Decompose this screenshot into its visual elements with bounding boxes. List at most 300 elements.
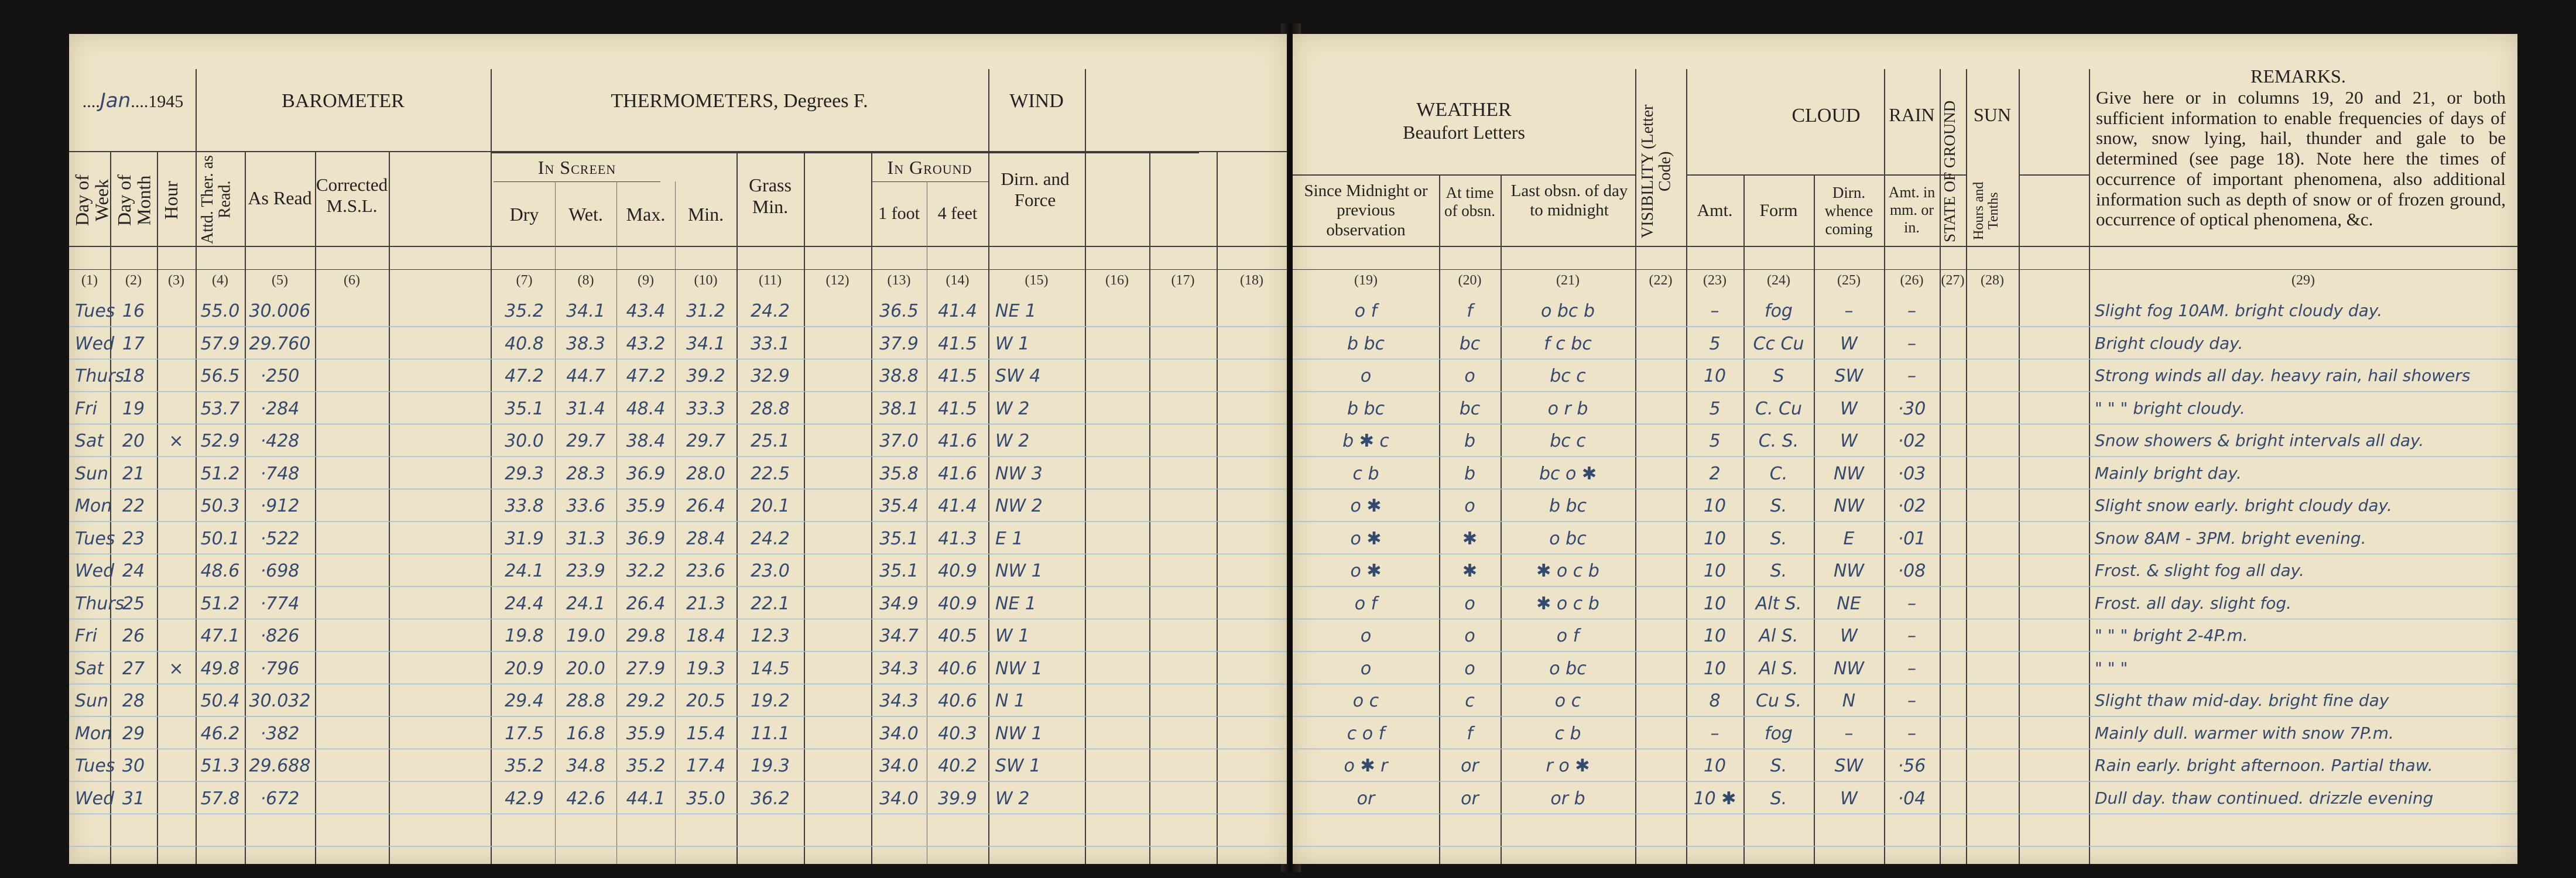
day-of-week: Wed [75, 788, 115, 809]
day-of-month: 21 [122, 463, 145, 484]
day-of-week: Fri [75, 626, 97, 646]
weather-since-midnight: o ✱ [1350, 561, 1382, 581]
cloud-direction: W [1840, 431, 1858, 451]
as-read-heading: As Read [248, 187, 312, 208]
day-of-month-heading: Day of Month [114, 174, 155, 226]
wet-bulb: 44.7 [566, 366, 605, 386]
ground-1ft: 34.3 [879, 691, 919, 711]
cloud-direction-heading: Dirn. whence coming [1824, 184, 1873, 238]
weather-since-midnight: o c [1352, 691, 1379, 711]
ground-4ft: 41.3 [938, 528, 977, 549]
grass-min: 22.1 [751, 593, 790, 614]
max-temp: 35.2 [626, 756, 666, 776]
remarks-heading: REMARKS. [2250, 66, 2346, 87]
ground-1ft: 37.9 [879, 333, 919, 354]
weather-at-obsn: bc [1459, 333, 1481, 354]
column-number: (5) [272, 273, 288, 288]
cloud-amount: – [1710, 301, 1719, 321]
rain-amount: ·56 [1897, 756, 1926, 776]
wind-dirn-force: E 1 [995, 528, 1023, 549]
ground-4ft: 40.6 [938, 691, 977, 711]
attached-thermometer: 52.9 [200, 431, 240, 451]
max-temp: 43.2 [626, 333, 666, 354]
ground-1ft: 37.0 [879, 431, 919, 451]
in-screen-heading: In Screen [537, 157, 616, 178]
ground-4ft: 41.6 [938, 463, 977, 484]
wet-bulb: 34.8 [566, 756, 605, 776]
weather-since-midnight: b bc [1347, 398, 1385, 419]
cloud-amount: 10 [1703, 561, 1727, 581]
dry-bulb: 40.8 [505, 333, 544, 354]
ground-4ft: 39.9 [938, 788, 977, 809]
cloud-direction: W [1840, 398, 1858, 419]
cloud-heading: CLOUD [1791, 105, 1861, 126]
weather-since-midnight: o ✱ [1350, 496, 1382, 516]
weather-last-obsn: o f [1556, 626, 1580, 646]
last-obsn-heading: Last obsn. of day to midnight [1510, 181, 1628, 220]
cloud-amount: 5 [1709, 333, 1721, 354]
cloud-amount: 10 [1703, 626, 1727, 646]
attached-thermometer: 57.9 [200, 333, 240, 354]
wet-bulb: 33.6 [566, 496, 605, 516]
weather-since-midnight: o [1360, 366, 1372, 386]
max-temp: 27.9 [626, 658, 666, 679]
barometer-reading: ·250 [260, 366, 300, 386]
four-feet-heading: 4 feet [937, 204, 978, 223]
hour-heading: Hour [160, 181, 181, 220]
min-temp: 20.5 [686, 691, 725, 711]
sun-hours-heading: Hours and Tenths [1971, 181, 2002, 240]
dry-bulb: 35.2 [505, 301, 544, 321]
weather-at-obsn: o [1464, 366, 1475, 386]
barometer-reading: ·428 [260, 431, 300, 451]
dry-bulb: 29.4 [505, 691, 544, 711]
beaufort-heading: Beaufort Letters [1403, 122, 1525, 143]
dry-bulb: 20.9 [505, 658, 544, 679]
column-number: (27) [1941, 273, 1965, 288]
day-of-week: Mon [75, 723, 112, 744]
grass-min-heading: Grass Min. [749, 174, 792, 217]
max-temp: 26.4 [626, 593, 666, 614]
day-of-week: Tues [75, 528, 115, 549]
cloud-amount: 10 [1703, 496, 1727, 516]
attached-thermometer: 50.1 [200, 528, 240, 549]
wind-dirn-force: NE 1 [995, 593, 1037, 614]
column-number: (8) [577, 273, 594, 288]
grass-min: 12.3 [751, 626, 790, 646]
wind-dirn-force: NW 3 [995, 463, 1043, 484]
column-number: (4) [212, 273, 228, 288]
wet-bulb: 16.8 [566, 723, 605, 744]
rain-amount: – [1907, 723, 1916, 744]
attached-thermometer: 57.8 [200, 788, 240, 809]
rain-amount: ·02 [1897, 431, 1926, 451]
wet-bulb: 20.0 [566, 658, 605, 679]
barometer-reading: ·826 [260, 626, 300, 646]
cloud-direction: NW [1833, 463, 1865, 484]
grass-min: 32.9 [751, 366, 790, 386]
grass-min: 24.2 [751, 528, 790, 549]
dry-bulb: 29.3 [505, 463, 544, 484]
min-temp: 35.0 [686, 788, 725, 809]
cloud-form: Al S. [1759, 626, 1799, 646]
ground-4ft: 40.9 [938, 561, 977, 581]
wet-bulb: 42.6 [566, 788, 605, 809]
weather-last-obsn: o bc [1549, 658, 1587, 679]
weather-at-obsn: o [1464, 658, 1475, 679]
cloud-form-heading: Form [1759, 201, 1798, 220]
wind-dirn-force: W 1 [995, 333, 1030, 354]
rain-amount: ·01 [1897, 528, 1926, 549]
day-of-month: 24 [122, 561, 145, 581]
cloud-form: Alt S. [1755, 593, 1802, 614]
attached-thermometer: 53.7 [200, 398, 240, 419]
barometer-reading: ·284 [260, 398, 300, 419]
weather-last-obsn: o c [1554, 691, 1581, 711]
min-temp: 19.3 [686, 658, 725, 679]
cloud-amount: 10 [1703, 756, 1727, 776]
day-of-week: Sun [75, 691, 109, 711]
min-temp: 34.1 [686, 333, 725, 354]
min-temp: 15.4 [686, 723, 725, 744]
weather-at-obsn: bc [1459, 398, 1481, 419]
day-of-month: 31 [122, 788, 145, 809]
day-of-week: Sat [75, 658, 104, 679]
cloud-amount-heading: Amt. [1697, 201, 1733, 220]
day-of-month: 20 [122, 431, 145, 451]
cloud-direction: NW [1833, 658, 1865, 679]
max-temp: 35.9 [626, 496, 666, 516]
dry-bulb: 17.5 [505, 723, 544, 744]
thermometers-heading: THERMOMETERS, Degrees F. [611, 90, 868, 112]
weather-last-obsn: o bc b [1540, 301, 1595, 321]
weather-since-midnight: o ✱ [1350, 528, 1382, 549]
barometer-reading: ·522 [260, 528, 300, 549]
cloud-direction: SW [1834, 756, 1864, 776]
remark: Frost. all day. slight fog. [2095, 593, 2292, 613]
column-number: (18) [1240, 273, 1263, 288]
rain-amount-heading: Amt. in mm. or in. [1888, 184, 1936, 236]
min-temp: 17.4 [686, 756, 725, 776]
column-number: (16) [1105, 273, 1129, 288]
day-of-month: 16 [122, 301, 145, 321]
day-of-month: 22 [122, 496, 145, 516]
cloud-amount: 10 [1703, 528, 1727, 549]
remark: " " " bright cloudy. [2095, 398, 2245, 418]
cloud-direction: W [1840, 333, 1858, 354]
remark: " " " [2095, 658, 2128, 678]
remarks-instructions: Give here or in columns 19, 20 and 21, or both sufficient information to enable frequencies of days of snow, snow lying, hail, thunder and gale to be determined (see page 18). Note here the times of occurrence of important phenomena, also additional information such as depth of snow or of frozen ground, occurrence of optical phenomena, &c. [2096, 87, 2506, 230]
column-number: (6) [344, 273, 360, 288]
column-number: (21) [1556, 273, 1580, 288]
ground-1ft: 35.4 [879, 496, 919, 516]
ground-1ft: 38.8 [879, 366, 919, 386]
column-number: (10) [694, 273, 718, 288]
weather-at-obsn: o [1464, 593, 1475, 614]
wind-dirn-force: W 2 [995, 431, 1030, 451]
column-number: (22) [1649, 273, 1673, 288]
cloud-direction: E [1843, 528, 1855, 549]
weather-last-obsn: o bc [1549, 528, 1587, 549]
max-temp: 29.8 [626, 626, 666, 646]
cloud-direction: W [1840, 626, 1858, 646]
wind-dirn-force: SW 1 [995, 756, 1041, 776]
rain-amount: – [1907, 691, 1916, 711]
attached-thermometer: 47.1 [200, 626, 240, 646]
rain-amount: – [1907, 626, 1916, 646]
attached-thermometer: 55.0 [200, 301, 240, 321]
dry-bulb: 42.9 [505, 788, 544, 809]
grass-min: 28.8 [751, 398, 790, 419]
ground-1ft: 36.5 [879, 301, 919, 321]
rain-amount: – [1907, 333, 1916, 354]
attached-thermometer: 50.3 [200, 496, 240, 516]
dry-bulb: 35.2 [505, 756, 544, 776]
ground-4ft: 41.4 [938, 301, 977, 321]
attached-thermometer: 50.4 [200, 691, 240, 711]
weather-since-midnight: o f [1354, 593, 1378, 614]
wind-dirn-force: N 1 [995, 691, 1026, 711]
min-temp: 28.0 [686, 463, 725, 484]
cloud-direction: N [1842, 691, 1856, 711]
cloud-form: S. [1770, 756, 1787, 776]
ground-1ft: 34.0 [879, 723, 919, 744]
ground-1ft: 34.7 [879, 626, 919, 646]
remark: " " " bright 2-4P.m. [2095, 626, 2248, 645]
dry-bulb: 35.1 [505, 398, 544, 419]
grass-min: 19.2 [751, 691, 790, 711]
grass-min: 22.5 [751, 463, 790, 484]
remark: Mainly dull. warmer with snow 7P.m. [2095, 723, 2394, 743]
attached-thermometer: 48.6 [200, 561, 240, 581]
cloud-form: C. Cu [1755, 398, 1802, 419]
cloud-form: S. [1770, 561, 1787, 581]
grass-min: 36.2 [751, 788, 790, 809]
cloud-amount: 2 [1709, 463, 1721, 484]
hour-mark: × [169, 431, 184, 451]
wet-bulb: 19.0 [566, 626, 605, 646]
day-of-week: Wed [75, 333, 115, 354]
remark: Strong winds all day. heavy rain, hail showers [2095, 366, 2471, 385]
day-of-week-heading: Day of Week [71, 174, 112, 226]
rain-amount: ·02 [1897, 496, 1926, 516]
weather-since-midnight: o f [1354, 301, 1378, 321]
column-number: (12) [825, 273, 849, 288]
column-number: (7) [516, 273, 533, 288]
column-number: (1) [81, 273, 98, 288]
attached-thermometer: 49.8 [200, 658, 240, 679]
column-number: (14) [946, 273, 970, 288]
max-temp: 36.9 [626, 463, 666, 484]
max-temp: 32.2 [626, 561, 666, 581]
ground-4ft: 41.5 [938, 366, 977, 386]
weather-last-obsn: bc o ✱ [1539, 463, 1597, 484]
column-number: (28) [1981, 273, 2004, 288]
weather-last-obsn: f c bc [1544, 333, 1592, 354]
cloud-direction: SW [1834, 366, 1864, 386]
wet-bulb: 23.9 [566, 561, 605, 581]
day-of-week: Tues [75, 756, 115, 776]
wet-bulb: 24.1 [566, 593, 605, 614]
cloud-amount: – [1710, 723, 1719, 744]
dry-bulb: 24.4 [505, 593, 544, 614]
wet-bulb: 31.4 [566, 398, 605, 419]
ground-4ft: 40.3 [938, 723, 977, 744]
cloud-amount: 10 ✱ [1693, 788, 1736, 809]
cloud-form: fog [1765, 723, 1793, 744]
grass-min: 20.1 [751, 496, 790, 516]
dry-bulb: 19.8 [505, 626, 544, 646]
one-foot-heading: 1 foot [878, 204, 920, 223]
grass-min: 23.0 [751, 561, 790, 581]
wind-dirn-force: NW 1 [995, 561, 1043, 581]
column-number: (11) [758, 273, 782, 288]
barometer-reading: 30.032 [249, 691, 311, 711]
ground-1ft: 34.0 [879, 756, 919, 776]
dry-bulb: 47.2 [505, 366, 544, 386]
weather-since-midnight: b bc [1347, 333, 1385, 354]
barometer-reading: ·748 [260, 463, 300, 484]
day-of-month: 30 [122, 756, 145, 776]
min-temp: 28.4 [686, 528, 725, 549]
cloud-amount: 5 [1709, 398, 1721, 419]
cloud-form: fog [1765, 301, 1793, 321]
year-value: 1945 [148, 92, 184, 111]
weather-at-obsn: or [1461, 788, 1479, 809]
wet-bulb: 38.3 [566, 333, 605, 354]
wet-bulb: 28.8 [566, 691, 605, 711]
cloud-form: S. [1770, 788, 1787, 809]
remark: Dull day. thaw continued. drizzle evening [2095, 788, 2434, 808]
rain-amount: – [1907, 593, 1916, 614]
cloud-direction: NW [1833, 561, 1865, 581]
column-number: (9) [638, 273, 654, 288]
remark: Mainly bright day. [2095, 463, 2242, 483]
weather-last-obsn: bc c [1550, 431, 1586, 451]
max-temp: 43.4 [626, 301, 666, 321]
at-time-heading: At time of obsn. [1444, 184, 1495, 220]
remark: Slight snow early. bright cloudy day. [2095, 496, 2392, 515]
grass-min: 33.1 [751, 333, 790, 354]
weather-since-midnight: c b [1352, 463, 1379, 484]
cloud-form: Al S. [1759, 658, 1799, 679]
day-of-month: 17 [122, 333, 145, 354]
day-of-week: Sun [75, 463, 109, 484]
weather-last-obsn: c b [1554, 723, 1581, 744]
wind-dirn-force: NW 2 [995, 496, 1043, 516]
since-midnight-heading: Since Midnight or previous observation [1304, 181, 1428, 239]
rain-amount: – [1907, 366, 1916, 386]
in-ground-heading: In Ground [887, 157, 972, 178]
weather-since-midnight: o [1360, 626, 1372, 646]
weather-since-midnight: o [1360, 658, 1372, 679]
attached-thermometer: 51.3 [200, 756, 240, 776]
wind-dirn-force: NE 1 [995, 301, 1037, 321]
grass-min: 11.1 [751, 723, 790, 744]
column-number: (25) [1837, 273, 1861, 288]
column-number: (24) [1767, 273, 1790, 288]
day-of-month: 23 [122, 528, 145, 549]
cloud-direction: W [1840, 788, 1858, 809]
column-number: (23) [1703, 273, 1727, 288]
cloud-form: C. [1769, 463, 1788, 484]
rain-amount: ·08 [1897, 561, 1926, 581]
ground-1ft: 34.3 [879, 658, 919, 679]
weather-at-obsn: b [1464, 431, 1476, 451]
wind-dirn-force: W 2 [995, 788, 1030, 809]
wet-bulb: 34.1 [566, 301, 605, 321]
weather-at-obsn: or [1461, 756, 1479, 776]
month-value: Jan [100, 89, 131, 112]
day-of-week: Wed [75, 561, 115, 581]
day-of-month: 19 [122, 398, 145, 419]
dry-bulb: 30.0 [505, 431, 544, 451]
wind-dirn-force: W 2 [995, 398, 1030, 419]
grass-min: 24.2 [751, 301, 790, 321]
attached-thermometer: 51.2 [200, 463, 240, 484]
day-of-month: 28 [122, 691, 145, 711]
weather-at-obsn: c [1465, 691, 1475, 711]
cloud-form: Cu S. [1755, 691, 1802, 711]
ground-4ft: 41.5 [938, 333, 977, 354]
column-number: (3) [168, 273, 184, 288]
barometer-reading: 29.688 [249, 756, 311, 776]
attached-thermometer: 56.5 [200, 366, 240, 386]
cloud-direction: NE [1837, 593, 1861, 614]
weather-last-obsn: ✱ o c b [1536, 593, 1599, 614]
min-temp: 39.2 [686, 366, 725, 386]
ground-4ft: 40.9 [938, 593, 977, 614]
rain-amount: ·03 [1897, 463, 1926, 484]
dry-bulb: 24.1 [505, 561, 544, 581]
wet-bulb: 29.7 [566, 431, 605, 451]
day-of-month: 18 [122, 366, 145, 386]
grass-min: 19.3 [751, 756, 790, 776]
weather-last-obsn: bc c [1550, 366, 1586, 386]
weather-last-obsn: b bc [1549, 496, 1587, 516]
barometer-reading: 30.006 [249, 301, 311, 321]
attached-thermometer: 51.2 [200, 593, 240, 614]
dry-bulb: 31.9 [505, 528, 544, 549]
weather-since-midnight: or [1356, 788, 1375, 809]
cloud-direction: – [1844, 723, 1854, 744]
remark: Slight fog 10AM. bright cloudy day. [2095, 301, 2383, 320]
weather-heading: WEATHER [1416, 99, 1512, 121]
weather-at-obsn: b [1464, 463, 1476, 484]
max-temp: 44.1 [626, 788, 666, 809]
ground-4ft: 41.4 [938, 496, 977, 516]
ground-4ft: 40.6 [938, 658, 977, 679]
wind-dirn-force: SW 4 [995, 366, 1041, 386]
grass-min: 14.5 [751, 658, 790, 679]
rain-amount: ·30 [1897, 398, 1926, 419]
ground-4ft: 41.6 [938, 431, 977, 451]
weather-at-obsn: ✱ [1462, 528, 1478, 549]
wet-bulb: 28.3 [566, 463, 605, 484]
day-of-month: 26 [122, 626, 145, 646]
state-of-ground-heading: STATE OF GROUND [1941, 100, 1958, 243]
max-heading: Max. [626, 204, 666, 225]
min-temp: 31.2 [686, 301, 725, 321]
max-temp: 29.2 [626, 691, 666, 711]
min-temp: 29.7 [686, 431, 725, 451]
min-temp: 23.6 [686, 561, 725, 581]
attached-thermometer-heading: Attd. Ther. as Read. [198, 155, 234, 244]
barometer-reading: ·912 [260, 496, 300, 516]
weather-at-obsn: ✱ [1462, 561, 1478, 581]
ground-4ft: 41.5 [938, 398, 977, 419]
ground-1ft: 35.8 [879, 463, 919, 484]
